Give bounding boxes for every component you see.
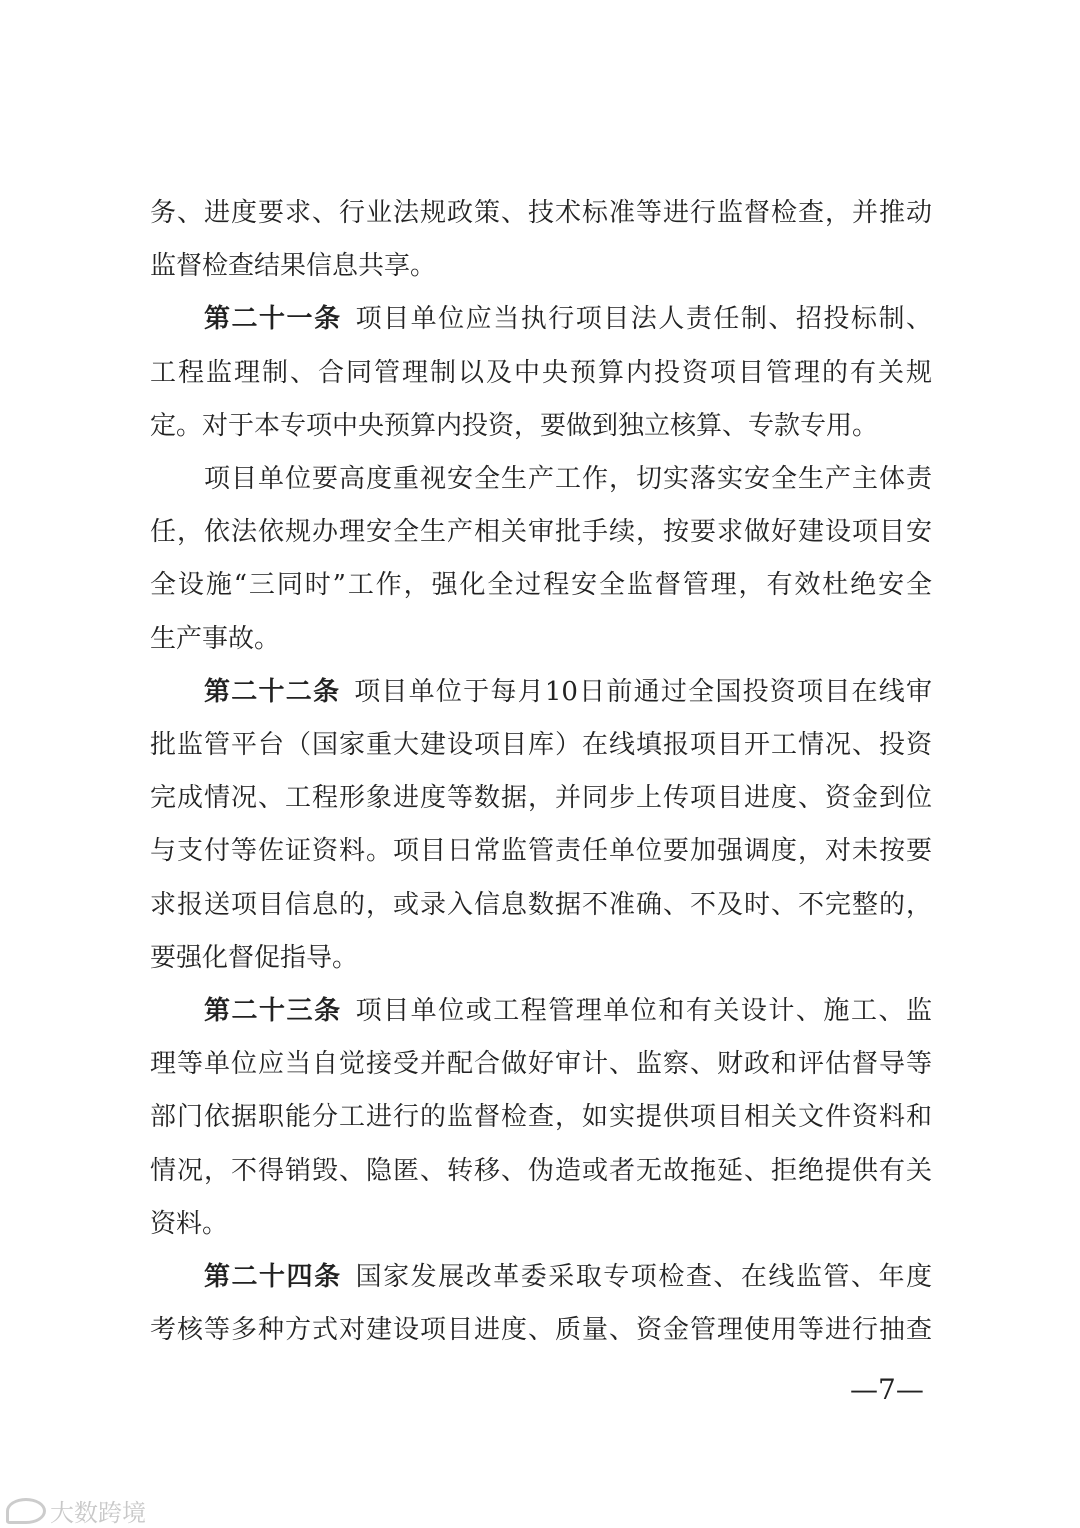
text-line	[150, 778, 932, 818]
text-line	[150, 1151, 932, 1191]
line-text: 监督检查结果信息共享。	[150, 251, 437, 282]
text-line	[150, 353, 932, 393]
line-text: 情况，不得销毁、隐匿、转移、伪造或者无故拖延、拒绝提供有关	[150, 1155, 932, 1186]
line-text: 部门依据职能分工进行的监督检查，如实提供项目相关文件资料和	[150, 1102, 932, 1133]
line-text: 任，依法依规办理安全生产相关审批手续，按要求做好建设项目安	[150, 517, 932, 548]
line-text: 全设施“三同时”工作，强化全过程安全监督管理，有效杜绝安全	[150, 570, 932, 601]
article-heading: 第二十三条	[204, 996, 342, 1026]
watermark-text: 大数跨境	[50, 1499, 146, 1527]
line-text: 项目单位或工程管理单位和有关设计、施工、监	[355, 996, 932, 1026]
line-text: 项目单位于每月10日前通过全国投资项目在线审	[354, 676, 932, 707]
line-text: 与支付等佐证资料。项目日常监管责任单位要加强调度，对未按要	[150, 836, 932, 867]
line-text: 完成情况、工程形象进度等数据，并同步上传项目进度、资金到位	[150, 783, 932, 814]
text-line	[150, 1044, 932, 1084]
text-line	[150, 1204, 932, 1244]
line-text: 求报送项目信息的，或录入信息数据不准确、不及时、不完整的，	[150, 889, 932, 920]
line-text: 考核等多种方式对建设项目进度、质量、资金管理使用等进行抽查	[150, 1315, 932, 1346]
line-text: 务、进度要求、行业法规政策、技术标准等进行监督检查，并推动	[150, 198, 932, 228]
article-heading: 第二十四条	[204, 1262, 342, 1292]
article-heading: 第二十一条	[204, 304, 342, 335]
text-line	[204, 991, 932, 1031]
line-text: 资料。	[150, 1208, 229, 1239]
line-text: 要强化督促指导。	[150, 942, 359, 973]
text-line	[150, 831, 932, 871]
text-line	[150, 1310, 932, 1350]
text-line	[204, 299, 932, 339]
line-text: 国家发展改革委采取专项检查、在线监管、年度	[355, 1262, 932, 1292]
text-line	[150, 885, 932, 925]
text-line	[150, 725, 932, 765]
text-line	[150, 193, 932, 233]
line-text: 工程监理制、合同管理制以及中央预算内投资项目管理的有关规	[150, 357, 932, 388]
text-line	[150, 406, 932, 446]
line-text: 理等单位应当自觉接受并配合做好审计、监察、财政和评估督导等	[150, 1049, 932, 1080]
text-line	[150, 938, 932, 978]
watermark	[6, 1493, 146, 1528]
text-line	[150, 512, 932, 552]
article-heading: 第二十二条	[204, 676, 341, 707]
text-line	[150, 619, 932, 659]
text-line	[204, 672, 932, 712]
text-line	[150, 246, 932, 286]
line-text: 批监管平台（国家重大建设项目库）在线填报项目开工情况、投资	[150, 730, 932, 760]
line-text: 项目单位应当执行项目法人责任制、招投标制、	[355, 304, 932, 335]
page-number: —7—	[850, 1373, 924, 1406]
watermark-logo-icon	[6, 1498, 46, 1524]
line-text: 项目单位要高度重视安全生产工作，切实落实安全生产主体责	[204, 464, 932, 494]
line-text: 定。对于本专项中央预算内投资，要做到独立核算、专款专用。	[150, 410, 879, 441]
text-line	[204, 1257, 932, 1297]
text-line	[150, 1097, 932, 1137]
text-line	[150, 565, 932, 605]
line-text: 生产事故。	[150, 623, 281, 654]
text-line	[204, 459, 932, 499]
